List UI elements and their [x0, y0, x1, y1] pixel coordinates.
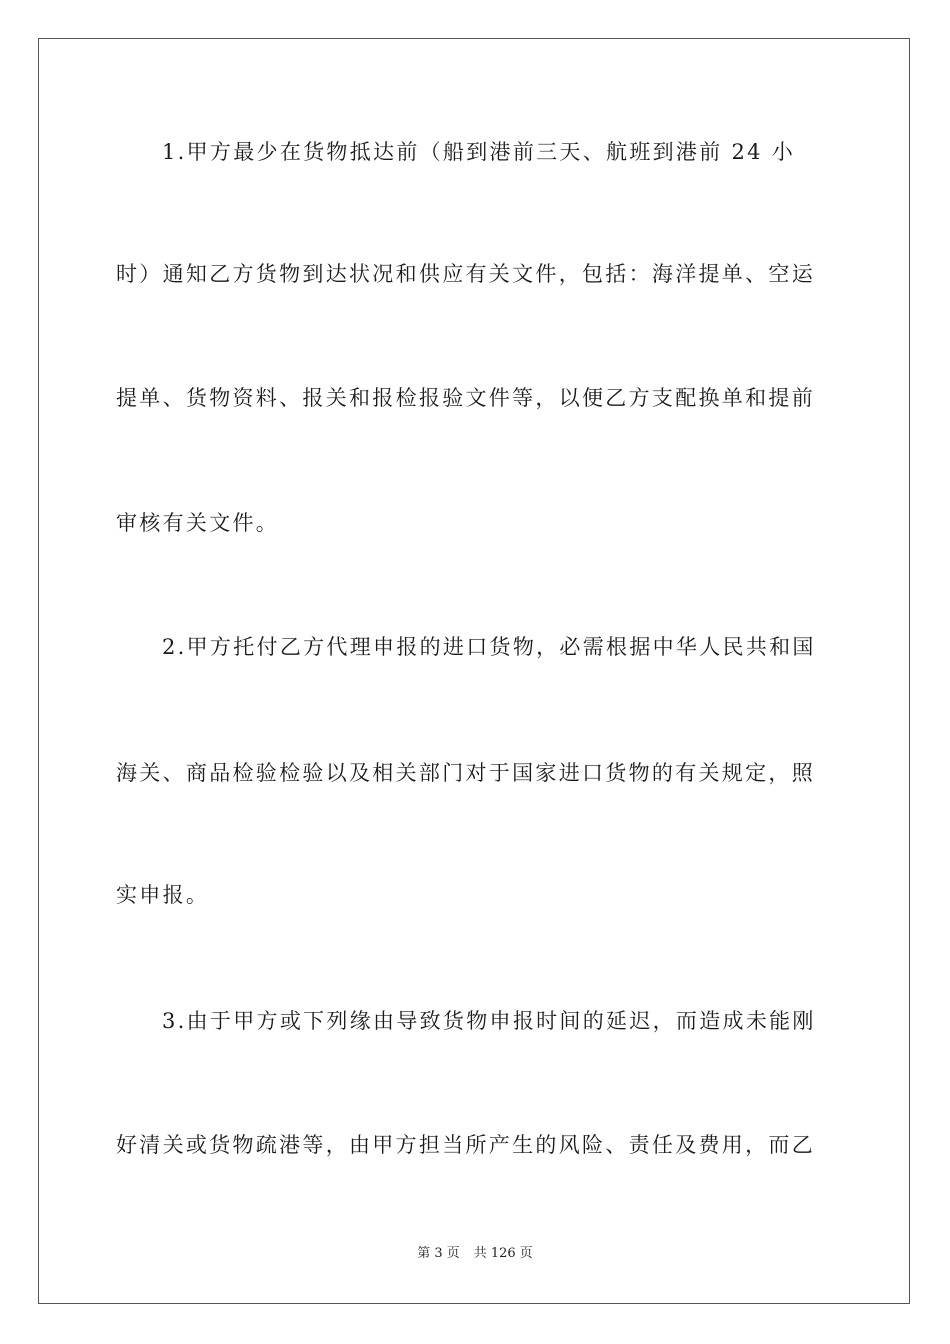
- paragraph-3-line-1: 3.由于甲方或下列缘由导致货物申报时间的延迟，而造成未能刚: [162, 1009, 816, 1033]
- paragraph-2-line-1: 2.甲方托付乙方代理申报的进口货物，必需根据中华人民共和国: [162, 635, 816, 659]
- page-number: 第 3 页: [417, 1246, 460, 1261]
- paragraph-1-line-2: 时）通知乙方货物到达状况和供应有关文件，包括：海洋提单、空运: [116, 262, 815, 286]
- paragraph-1-line-1: 1.甲方最少在货物抵达前（船到港前三天、航班到港前 24 小: [162, 140, 796, 164]
- paragraph-1-line-4: 审核有关文件。: [116, 511, 280, 535]
- paragraph-1-line-3: 提单、货物资料、报关和报检报验文件等，以便乙方支配换单和提前: [116, 386, 815, 410]
- page-total: 共 126 页: [473, 1246, 533, 1261]
- paragraph-2-line-2: 海关、商品检验检验以及相关部门对于国家进口货物的有关规定，照: [116, 761, 815, 785]
- paragraph-2-line-3: 实申报。: [116, 883, 210, 907]
- page-footer: [0, 1245, 950, 1263]
- paragraph-3-line-2: 好清关或货物疏港等，由甲方担当所产生的风险、责任及费用，而乙: [116, 1133, 815, 1157]
- page-border: [38, 38, 910, 1304]
